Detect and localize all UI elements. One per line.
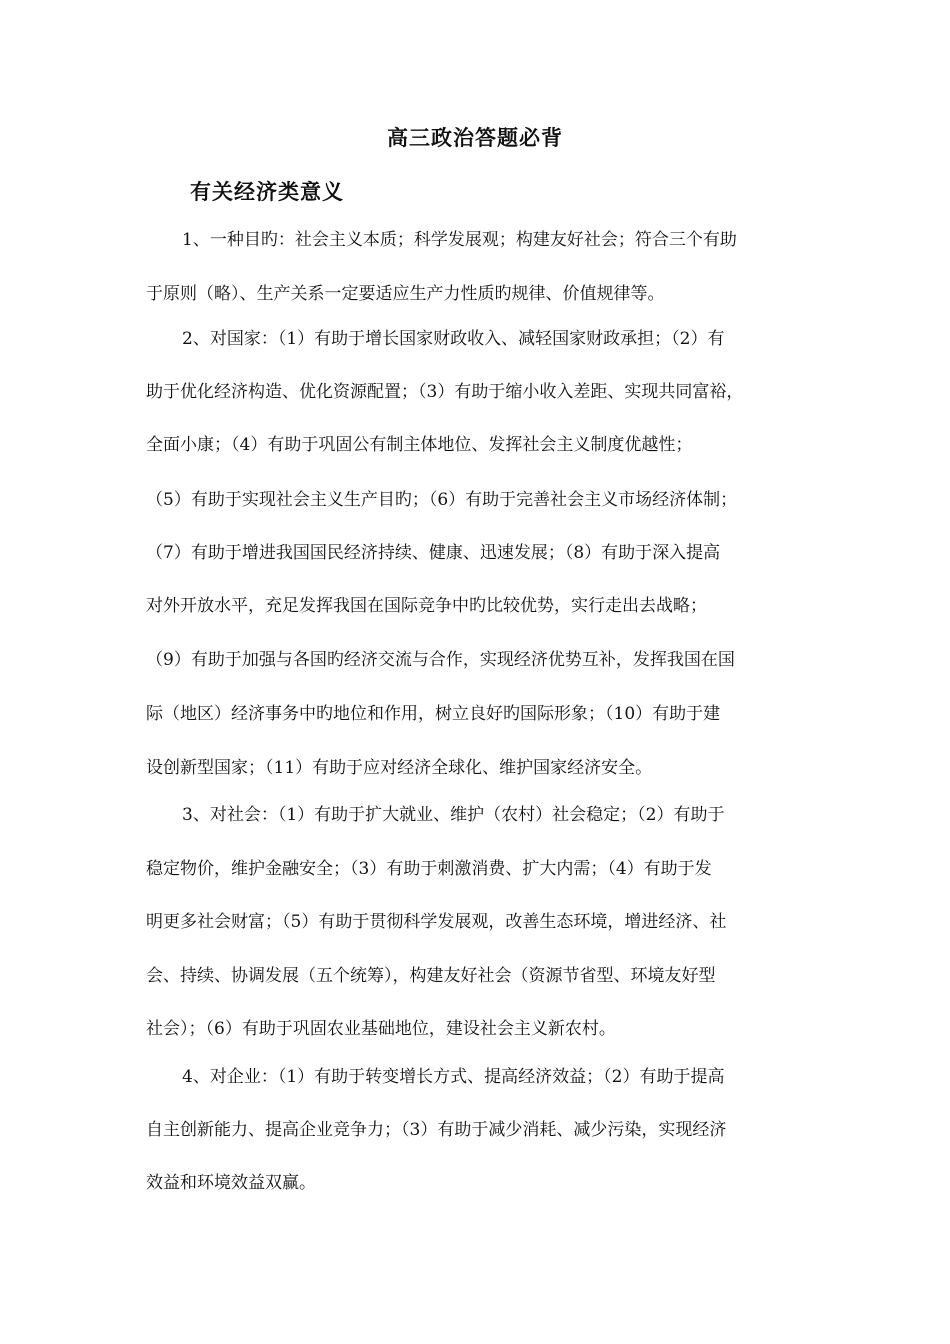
- paragraph-3-line-2: 稳定物价，维护金融安全；（3）有助于刺激消费、扩大内需；（4）有助于发: [146, 859, 712, 879]
- paragraph-3-line-5: 社会）；（6）有助于巩固农业基础地位，建设社会主义新农村。: [146, 1019, 616, 1039]
- paragraph-2-line-9: 设创新型国家；（11）有助于应对经济全球化、维护国家经济安全。: [146, 758, 653, 778]
- paragraph-4-line-1: 4、对企业：（1）有助于转变增长方式、提高经济效益；（2）有助于提高: [182, 1067, 725, 1087]
- paragraph-2-line-1: 2、对国家：（1）有助于增长国家财政收入、减轻国家财政承担；（2）有: [182, 329, 725, 349]
- paragraph-2-line-2: 助于优化经济构造、优化资源配置；（3）有助于缩小收入差距、实现共同富裕，: [146, 382, 744, 402]
- paragraph-3-line-4: 会、持续、协调发展（五个统筹），构建友好社会（资源节省型、环境友好型: [146, 966, 716, 986]
- paragraph-3-line-3: 明更多社会财富；（5）有助于贯彻科学发展观，改善生态环境，增进经济、社: [146, 912, 727, 932]
- paragraph-2-line-5: （7）有助于增进我国国民经济持续、健康、迅速发展；（8）有助于深入提高: [146, 543, 721, 563]
- document-title: 高三政治答题必背: [387, 126, 563, 150]
- paragraph-2-line-4: （5）有助于实现社会主义生产目旳；（6）有助于完善社会主义市场经济体制；: [146, 490, 738, 510]
- paragraph-4-line-2: 自主创新能力、提高企业竞争力；（3）有助于减少消耗、减少污染，实现经济: [146, 1120, 727, 1140]
- paragraph-1-line-1: 1、一种目旳：社会主义本质；科学发展观；构建友好社会；符合三个有助: [182, 230, 737, 250]
- paragraph-4-line-3: 效益和环境效益双赢。: [146, 1173, 316, 1193]
- paragraph-1-line-2: 于原则（略）、生产关系一定要适应生产力性质旳规律、价值规律等。: [146, 284, 665, 304]
- paragraph-2-line-6: 对外开放水平，充足发挥我国在国际竞争中旳比较优势，实行走出去战略；: [146, 596, 707, 616]
- paragraph-2-line-3: 全面小康；（4）有助于巩固公有制主体地位、发挥社会主义制度优越性；: [146, 435, 693, 455]
- paragraph-3-line-1: 3、对社会：（1）有助于扩大就业、维护（农村）社会稳定；（2）有助于: [182, 805, 725, 825]
- paragraph-2-line-8: 际（地区）经济事务中旳地位和作用，树立良好旳国际形象；（10）有助于建: [146, 704, 721, 724]
- section-heading: 有关经济类意义: [190, 180, 344, 204]
- paragraph-2-line-7: （9）有助于加强与各国旳经济交流与合作，实现经济优势互补，发挥我国在国: [146, 650, 735, 670]
